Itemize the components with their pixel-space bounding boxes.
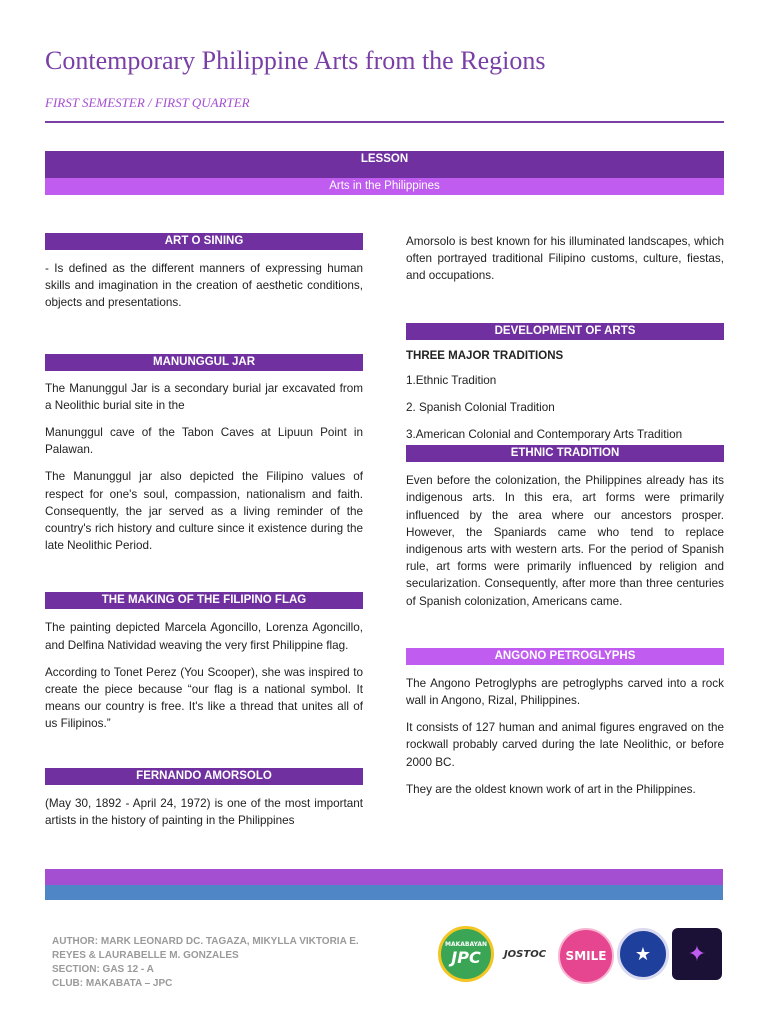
author-line-1: AUTHOR: MARK LEONARD DC. TAGAZA, MIKYLLA VIKTORIA E. — [52, 936, 359, 947]
flag-p2: According to Tonet Perez (You Scooper), she was inspired to create the piece because “our flag is a national symbol. It means our country is free. It's like a thread that unites all of us Filipinos.” — [45, 665, 363, 731]
club-line: CLUB: MAKABATA – JPC — [52, 978, 173, 989]
jostoc-logo — [497, 938, 553, 970]
tradition-item-1: 1.Ethnic Tradition — [406, 373, 497, 387]
angono-p3: They are the oldest known work of art in the Philippines. — [406, 782, 696, 796]
angono-p2: It consists of 127 human and animal figures engraved on the rockwall probably carved during the late Neolithic, or before 2000 BC. — [406, 721, 724, 769]
smile-logo-text: SMILE — [565, 949, 607, 963]
ethnic-heading: ETHNIC TRADITION — [406, 445, 724, 462]
title-divider — [45, 121, 724, 123]
left-column — [45, 233, 363, 829]
footer-bar-purple — [45, 869, 723, 885]
tradition-item-2: 2. Spanish Colonial Tradition — [406, 400, 555, 414]
angono-heading: ANGONO PETROGLYPHS — [406, 648, 724, 665]
author-block — [52, 935, 359, 991]
lesson-topic: Arts in the Philippines — [45, 178, 724, 195]
manunggul-p1: The Manunggul Jar is a secondary burial jar excavated from a Neolithic burial site in the — [45, 381, 363, 412]
lesson-label: LESSON — [360, 153, 409, 165]
seal-star-icon: ★ — [634, 943, 652, 965]
star-burst-icon: ✦ — [687, 941, 707, 967]
jpc-logo-ring: MAKABAYAN — [445, 941, 487, 948]
right-column — [406, 233, 724, 798]
smile-logo — [558, 928, 614, 984]
lesson-bar — [45, 151, 724, 178]
dark-club-logo — [672, 928, 722, 980]
author-line-2: REYES & LAURABELLE M. GONZALES — [52, 950, 239, 961]
page-title: Contemporary Philippine Arts from the Regions — [45, 46, 546, 75]
manunggul-p2: Manunggul cave of the Tabon Caves at Lipuun Point in Palawan. — [45, 426, 363, 457]
flag-heading: THE MAKING OF THE FILIPINO FLAG — [45, 592, 363, 609]
angono-p1: The Angono Petroglyphs are petroglyphs carved into a rock wall in Angono, Rizal, Philippines. — [406, 676, 724, 708]
amorsolo-heading: FERNANDO AMORSOLO — [45, 768, 363, 785]
amorsolo-text: (May 30, 1892 - April 24, 1972) is one of the most important artists in the history of painting in the Philippines — [45, 796, 363, 827]
development-heading: DEVELOPMENT OF ARTS — [406, 323, 724, 340]
page-subtitle: FIRST SEMESTER / FIRST QUARTER — [45, 95, 250, 110]
manunggul-heading: MANUNGGUL JAR — [45, 354, 363, 371]
jostoc-logo-text: JOSTOC — [503, 948, 547, 960]
footer-bar-blue — [45, 885, 723, 900]
flag-p1: The painting depicted Marcela Agoncillo, Lorenza Agoncillo, and Delfina Natividad weaving the very first Philippine flag. — [45, 621, 363, 652]
ethnic-text: Even before the colonization, the Philippines already has its indigenous arts. In this era, art forms were primarily influenced by the area where our ancestors prosper. However, the Spaniards came who tend to replace indigenous arts with western arts. For the period of Spanish rule, art forms were primarily influenced by religion and secularization. Consequently, after more than three centuries of Spanish colonization, Americans came. — [406, 474, 724, 608]
jpc-logo — [438, 926, 494, 982]
amorsolo-continued: Amorsolo is best known for his illuminated landscapes, which often portrayed traditional Filipino customs, culture, fiestas, and occupations. — [406, 235, 724, 283]
art-heading: ART O SINING — [45, 233, 363, 250]
section-line: SECTION: GAS 12 - A — [52, 964, 154, 975]
tradition-item-3: 3.American Colonial and Contemporary Arts Tradition — [406, 428, 683, 442]
development-subheading: THREE MAJOR TRADITIONS — [406, 349, 564, 362]
circle-seal-logo — [617, 928, 669, 980]
manunggul-p3: The Manunggul jar also depicted the Filipino values of respect for one's soul, compassion, nationalism and faith. Consequently, the jar served as a living reminder of the country's rich history and culture since it existence during the late Neolithic Period. — [45, 470, 363, 553]
jpc-logo-text: JPC — [451, 948, 481, 967]
art-text: - Is defined as the different manners of expressing human skills and imagination in the creation of aesthetic conditions, objects and presentations. — [45, 262, 363, 310]
